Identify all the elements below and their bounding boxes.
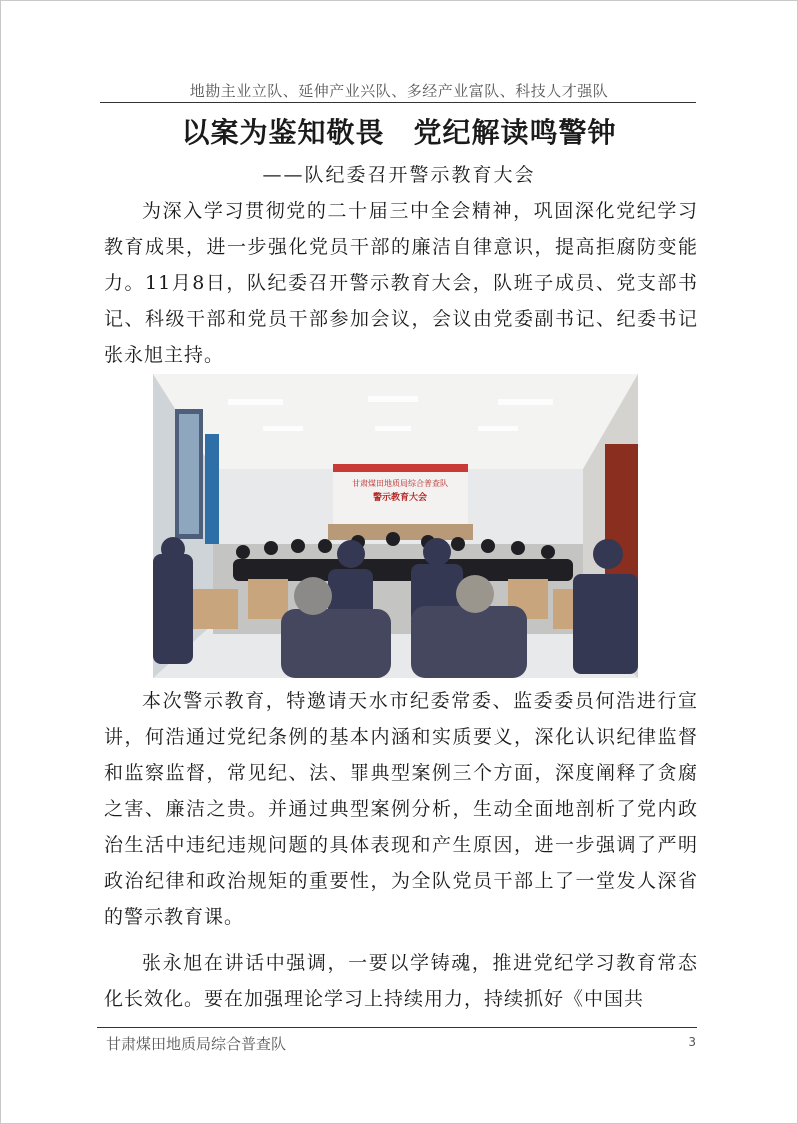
footer-organization: 甘肃煤田地质局综合普查队	[106, 1035, 287, 1053]
header-rule	[100, 102, 696, 103]
screen-title: 甘肃煤田地质局综合普查队	[352, 479, 448, 488]
article-subtitle: ——队纪委召开警示教育大会	[262, 164, 536, 186]
article-paragraph-3: 张永旭在讲话中强调，一要以学铸魂，推进党纪学习教育常态化长效化。要在加强理论学习上持续用力，持续抓好《中国共	[104, 952, 698, 1010]
meeting-photo	[153, 374, 638, 678]
screen-subtitle: 警示教育大会	[372, 493, 428, 503]
header-slogan: 地勘主业立队、延伸产业兴队、多经产业富队、科技人才强队	[189, 82, 609, 100]
article-paragraph-1: 为深入学习贯彻党的二十届三中全会精神，巩固深化党纪学习教育成果，进一步强化党员干部的廉洁自律意识，提高拒腐防变能力。11月8日，队纪委召开警示教育大会，队班子成员、党支部书记、科级干部和党员干部参加会议，会议由党委副书记、纪委书记张永旭主持。	[104, 200, 698, 366]
meeting-photo-illustration	[153, 374, 638, 678]
page-number: 3	[688, 1035, 696, 1049]
article-title: 以案为鉴知敬畏 党纪解读鸣警钟	[181, 116, 617, 149]
article-paragraph-2: 本次警示教育，特邀请天水市纪委常委、监委委员何浩进行宣讲，何浩通过党纪条例的基本内涵和实质要义，深化认识纪律监督和监察监督，常见纪、法、罪典型案例三个方面，深度阐释了贪腐之害、廉洁之贵。并通过典型案例分析，生动全面地剖析了党内政治生活中违纪违规问题的具体表现和产生原因，进一步强调了严明政治纪律和政治规矩的重要性，为全队党员干部上了一堂发人深省的警示教育课。	[104, 690, 698, 928]
footer-rule	[97, 1027, 697, 1028]
